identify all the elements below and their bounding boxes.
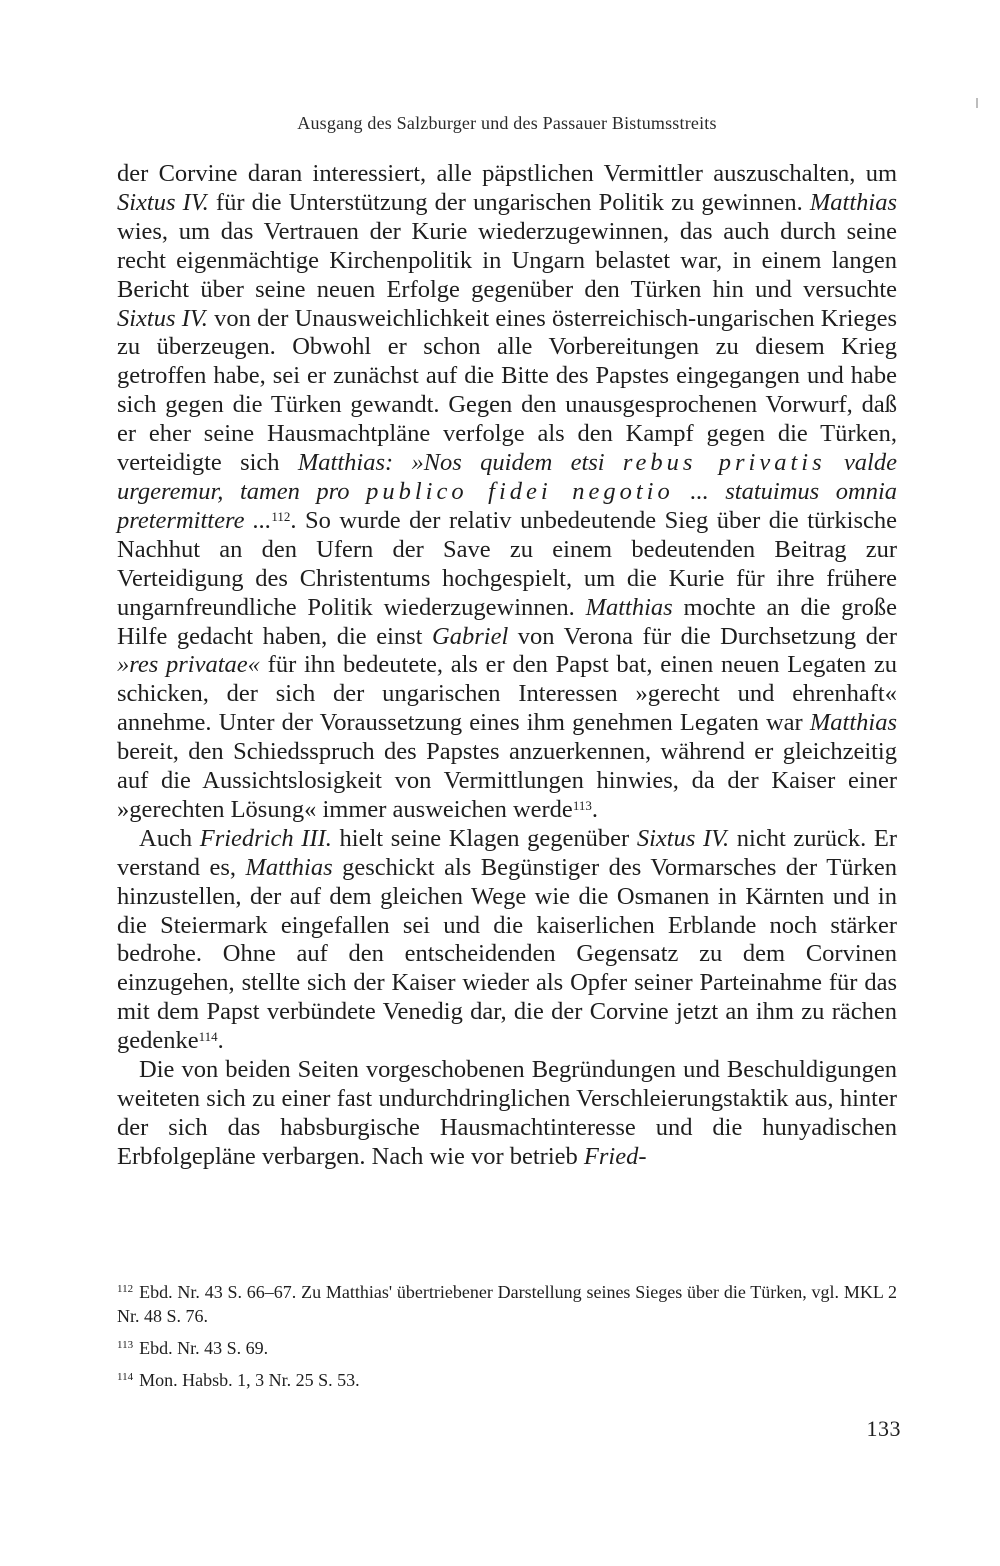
italic-text: ... statuimus omnia pretermittere ... — [117, 477, 898, 534]
footnote-text: Mon. Habsb. 1, 3 Nr. 25 S. 53. — [139, 1370, 360, 1390]
footnote-text: Ebd. Nr. 43 S. 69. — [139, 1338, 269, 1358]
italic-text: Friedrich III. — [199, 824, 332, 852]
italic-text: Sixtus IV. — [117, 188, 209, 216]
italic-text: Sixtus IV. — [117, 304, 208, 332]
italic-text: Sixtus IV. — [636, 824, 730, 852]
italic-text: »res privatae« — [117, 651, 260, 679]
footnote-ref: 113 — [572, 797, 592, 813]
footnote-ref: 112 — [271, 508, 291, 524]
spaced-emphasis: publico fidei negotio — [366, 477, 674, 505]
italic-text: Matthias — [245, 853, 333, 881]
text-run: der Corvine daran interessiert, alle päpstlichen Vermittler auszuschalten, um — [117, 160, 897, 187]
paragraph — [117, 1056, 897, 1172]
text-run: nicht zurück. Er verstand es, — [117, 824, 897, 881]
italic-text: valde urgeremur, tamen pro — [117, 449, 897, 505]
text-run: für ihn bedeutete, als er den Papst bat, einen neuen Legaten zu schicken, der sich der ungarischen Interessen »gerecht und ehrenhaft« annehme. Unter der Voraussetzung eines ihm genehmen Legaten war — [117, 651, 897, 737]
text-run: bereit, den Schiedsspruch des Papstes anzuerkennen, während er gleichzeitig auf die Aussichtslosigkeit von Vermittlungen hinwies, da der Kaiser einer »gerechten Lösung« immer ausweichen werde — [117, 738, 897, 823]
running-head: Ausgang des Salzburger und des Passauer Bistumsstreits — [297, 113, 717, 133]
text-run: hielt seine Klagen gegenüber — [331, 824, 637, 852]
italic-text: Matthias — [809, 709, 897, 737]
italic-text: Gabriel — [432, 622, 509, 650]
footnote-number: 113 — [117, 1339, 134, 1351]
text-run: geschickt als Begünstiger des Vormarsches der Türken hinzustellen, der auf dem gleichen Wege wie die Osmanen in Kärnten und in die Steiermark eingefallen sei und die kaiserlichen Erblande noch stärker bedrohe. Ohne auf den entscheidenden Gegensatz zu dem Corvinen einzugehen, stellte sich der Kaiser wieder als Opfer seiner Parteinahme für das mit dem Papst verbündete Venedig dar, die der Corvine jetzt an ihm zu rächen gedenke — [117, 853, 897, 1055]
spaced-emphasis: rebus privatis — [622, 449, 826, 477]
text-run: für die Unterstützung der ungarischen Politik zu gewinnen. — [208, 188, 810, 216]
text-run: von Verona für die Durchsetzung der — [508, 622, 897, 650]
text-run: mochte an die große Hilfe gedacht haben, die einst — [117, 593, 897, 650]
text-run: Auch — [139, 824, 200, 852]
footnote — [117, 1280, 897, 1328]
footnote-text: Ebd. Nr. 43 S. 66–67. Zu Matthias' übertriebener Darstellung seines Sieges über die Türken, vgl. MKL 2 Nr. 48 S. 76. — [117, 1282, 897, 1326]
italic-text: Matthias: »Nos quidem etsi — [297, 449, 623, 477]
text-run: Die von beiden Seiten vorgeschobenen Begründungen und Beschuldigungen weiteten sich zu einer fast undurchdringlichen Verschleierungstaktik aus, hinter der sich das habsburgische Hausmachtinteresse und die hunyadischen Erbfolgepläne verbargen. Nach wie vor betrieb — [117, 1056, 897, 1170]
italic-text: Fried- — [583, 1142, 647, 1170]
italic-text: Matthias — [809, 188, 897, 216]
body-text — [117, 160, 897, 1172]
text-run: . — [217, 1027, 224, 1055]
page-edge-mark — [976, 98, 978, 108]
text-run: wies, um das Vertrauen der Kurie wiederzugewinnen, das auch durch seine recht eigenmächtige Kirchenpolitik in Ungarn belastet war, in einem langen Bericht über seine neuen Erfolge gegenüber den Türken hin und versuchte — [117, 217, 897, 303]
footnotes — [117, 1280, 897, 1400]
footnote-number: 112 — [117, 1283, 134, 1295]
text-run: . So wurde der relativ unbedeutende Sieg über die türkische Nachhut an den Ufern der Save zu einem bedeutenden Beitrag zur Verteidigung des Christentums hochgespielt, um die Kurie für ihre frühere ungarnfreundliche Politik wiederzugewinnen. — [117, 506, 898, 621]
paragraph — [117, 825, 897, 1056]
text-run: . — [591, 795, 598, 823]
paragraph — [117, 160, 897, 825]
italic-text: Matthias — [585, 593, 673, 621]
page-number: 133 — [866, 1416, 901, 1441]
text-run: von der Unausweichlichkeit eines österreichisch-ungarischen Krieges zu überzeugen. Obwohl er schon alle Vorbereitungen zu diesem Krieg getroffen habe, sei er zunächst auf die Bitte des Papstes eingegangen und habe sich gegen die Türken gewandt. Gegen den unausgesprochenen Vorwurf, daß er eher seine Hausmachtpläne verfolge als den Kampf gegen die Türken, verteidigte sich — [117, 304, 897, 477]
footnote — [117, 1336, 897, 1360]
footnote — [117, 1368, 897, 1392]
footnote-number: 114 — [117, 1371, 134, 1383]
footnote-ref: 114 — [198, 1029, 218, 1045]
